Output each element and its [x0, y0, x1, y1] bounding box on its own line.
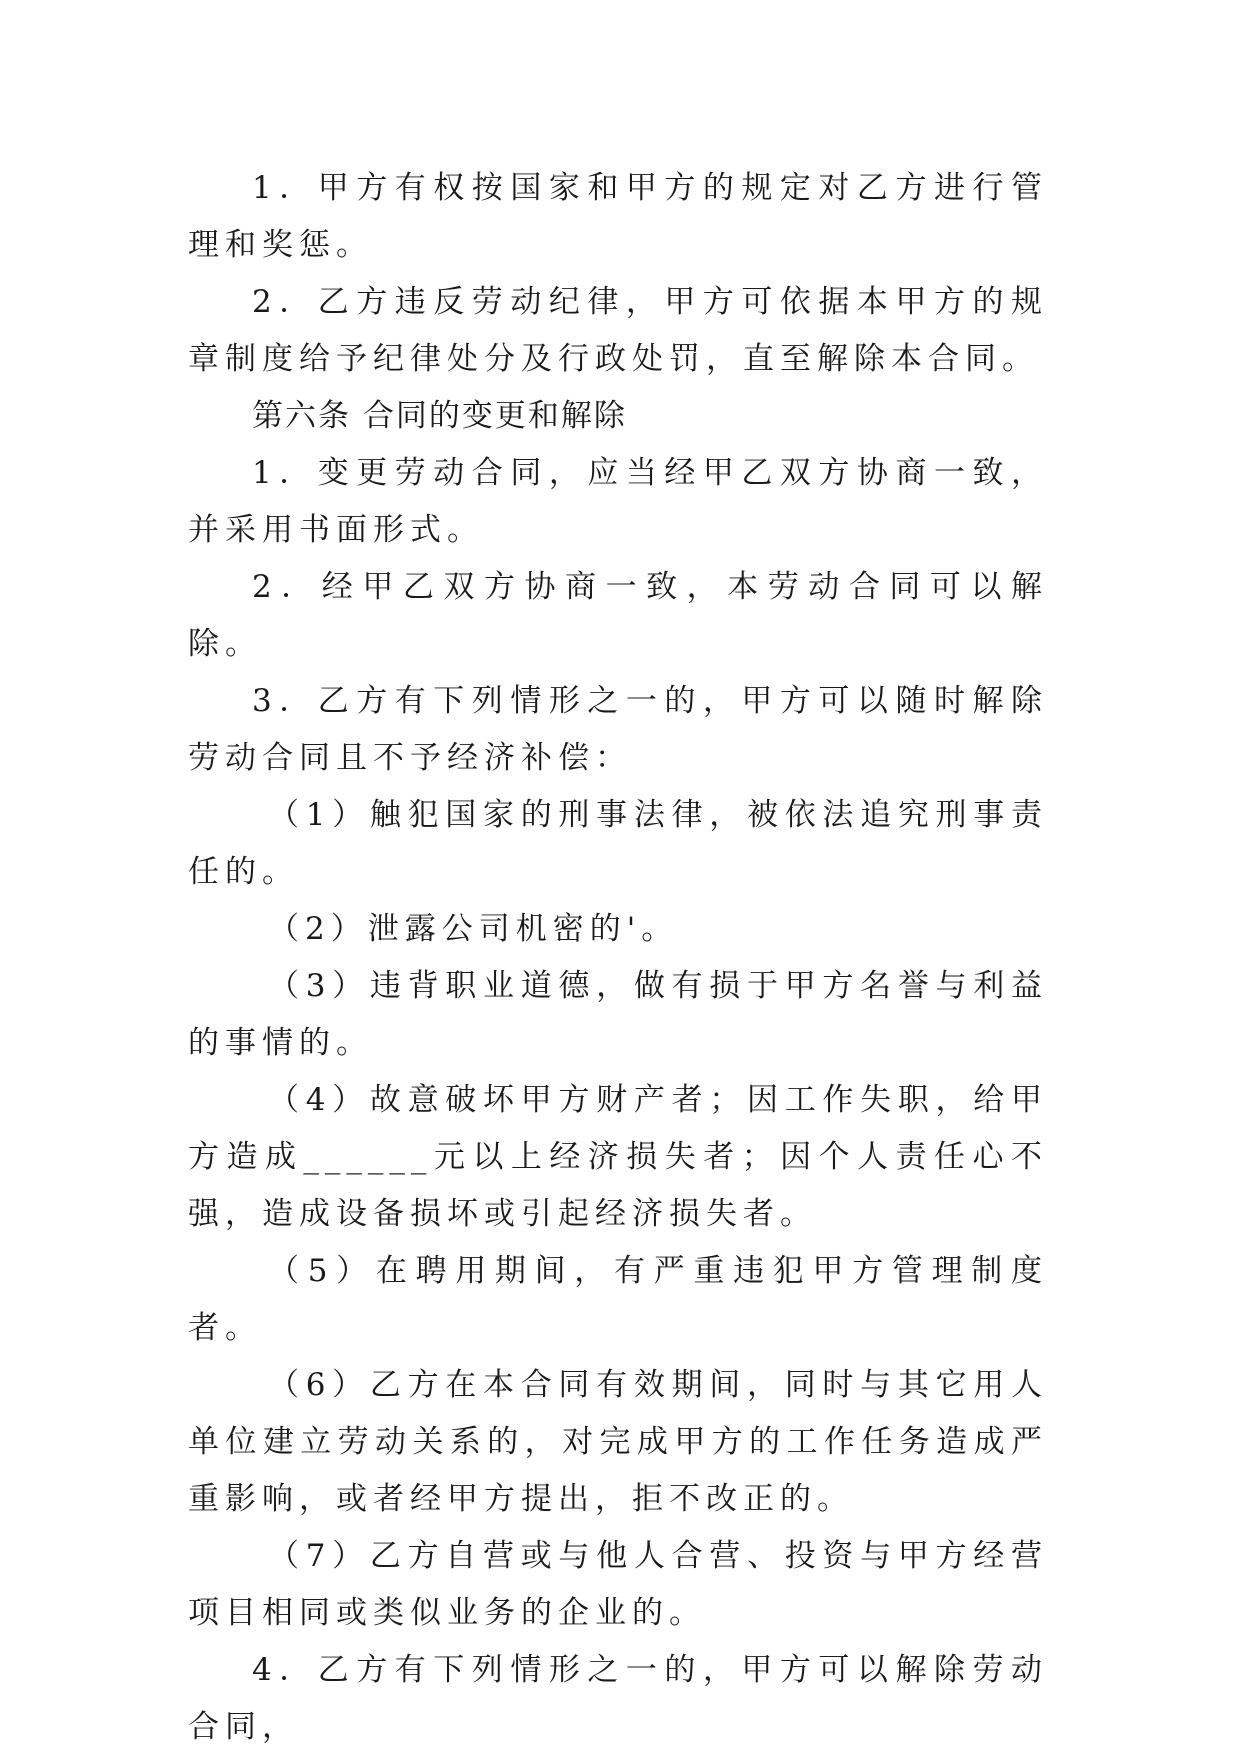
list-item: （3）违背职业道德，做有损于甲方名誉与利益的事情的。: [188, 968, 1048, 1061]
paragraph: 3．乙方有下列情形之一的，甲方可以随时解除劳动合同且不予经济补偿：: [188, 683, 1048, 776]
paragraph: 2．乙方违反劳动纪律，甲方可依据本甲方的规章制度给予纪律处分及行政处罚，直至解除本合同。: [188, 284, 1048, 377]
list-item: （4）故意破坏甲方财产者；因工作失职，给甲方造成______元以上经济损失者；因个人责任心不强，造成设备损坏或引起经济损失者。: [188, 1082, 1048, 1232]
paragraph: 2．经甲乙双方协商一致，本劳动合同可以解除。: [188, 569, 1048, 662]
paragraph: 1．甲方有权按国家和甲方的规定对乙方进行管理和奖惩。: [188, 170, 1048, 263]
list-item: （5）在聘用期间，有严重违犯甲方管理制度者。: [188, 1253, 1048, 1346]
section-heading: 第六条 合同的变更和解除: [252, 398, 627, 434]
list-item: （6）乙方在本合同有效期间，同时与其它用人单位建立劳动关系的，对完成甲方的工作任务造成严重影响，或者经甲方提出，拒不改正的。: [188, 1367, 1048, 1517]
list-item: （7）乙方自营或与他人合营、投资与甲方经营项目相同或类似业务的企业的。: [188, 1538, 1048, 1631]
list-item: （1）触犯国家的刑事法律，被依法追究刑事责任的。: [188, 797, 1048, 890]
document-body: [188, 160, 1048, 1756]
list-item: （2）泄露公司机密的'。: [268, 911, 679, 947]
paragraph: 1．变更劳动合同，应当经甲乙双方协商一致，并采用书面形式。: [188, 455, 1048, 548]
paragraph: 4．乙方有下列情形之一的，甲方可以解除劳动合同，: [188, 1652, 1048, 1745]
